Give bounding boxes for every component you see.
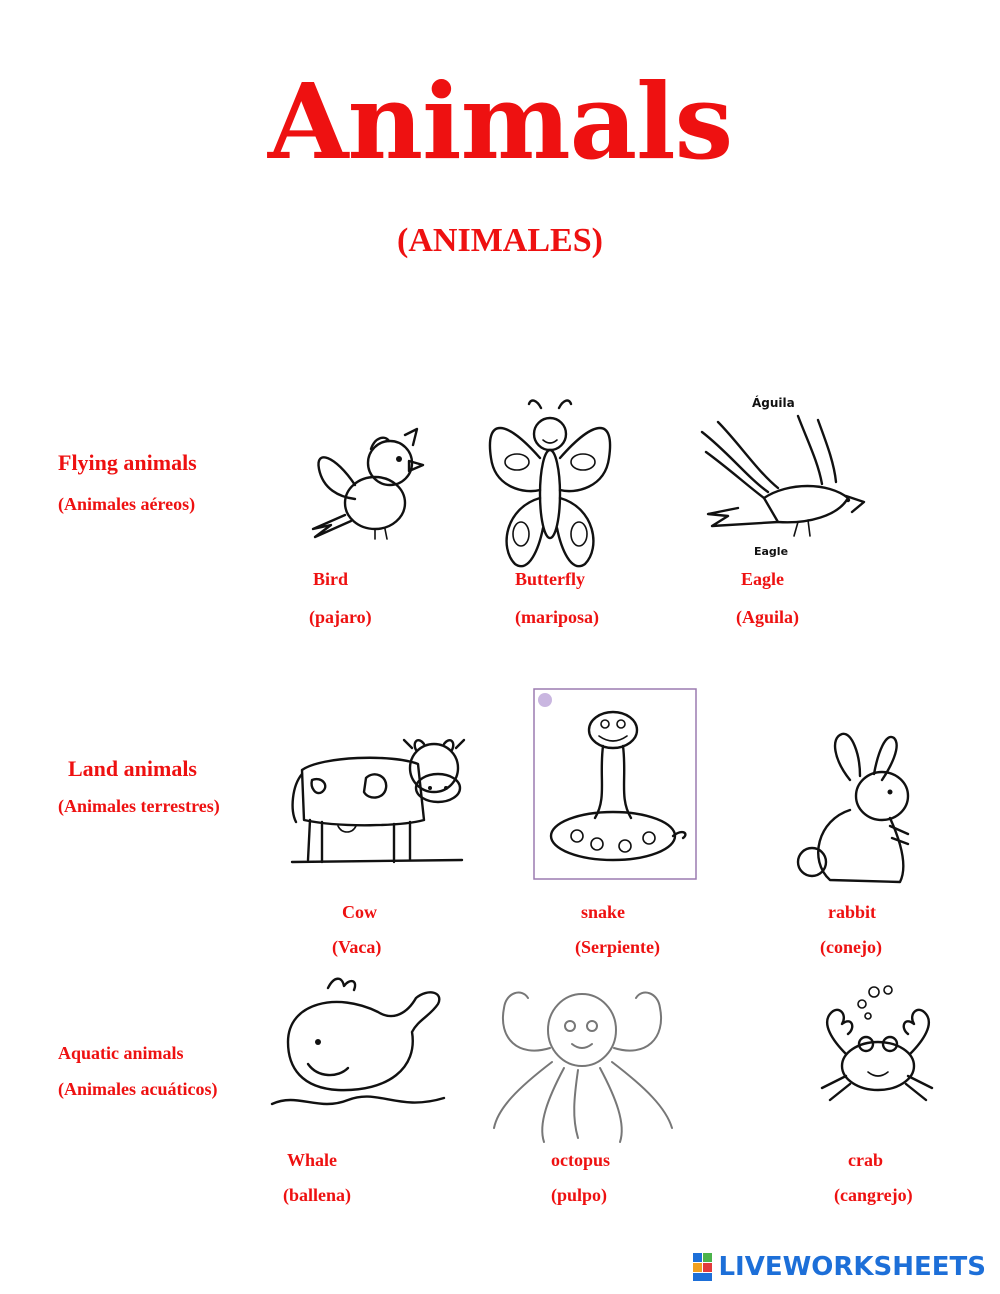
animal-translation-cow: (Vaca) — [332, 937, 382, 957]
animal-translation-eagle: (Aguila) — [736, 607, 799, 627]
snake-icon — [533, 688, 697, 880]
animal-name-butterfly: Butterfly — [515, 569, 585, 589]
animal-name-eagle: Eagle — [741, 569, 784, 589]
animal-name-whale: Whale — [287, 1150, 338, 1170]
animal-translation-rabbit: (conejo) — [820, 937, 882, 957]
animal-name-cow: Cow — [342, 902, 377, 922]
liveworksheets-wordmark: LIVEWORKSHEETS — [718, 1252, 986, 1282]
whale-icon — [268, 972, 448, 1122]
section-sublabel-land: (Animales terrestres) — [58, 796, 220, 816]
section-label-aquatic: Aquatic animals — [58, 1043, 184, 1063]
animal-name-rabbit: rabbit — [828, 902, 877, 922]
animal-translation-crab: (cangrejo) — [834, 1185, 913, 1205]
animal-name-bird: Bird — [313, 569, 349, 589]
section-label-land: Land animals — [68, 756, 197, 781]
section-sublabel-aquatic: (Animales acuáticos) — [58, 1079, 218, 1099]
page-title: Animals — [267, 60, 733, 183]
bird-icon — [305, 425, 425, 545]
animal-translation-snake: (Serpiente) — [575, 937, 660, 957]
eagle-icon — [698, 412, 868, 548]
animal-name-crab: crab — [848, 1150, 883, 1170]
cow-icon — [282, 730, 466, 870]
octopus-icon — [488, 978, 678, 1146]
butterfly-icon — [485, 398, 615, 570]
live-badge-icon — [692, 1252, 714, 1282]
section-sublabel-flying: (Animales aéreos) — [58, 494, 196, 514]
animal-translation-octopus: (pulpo) — [551, 1185, 608, 1205]
animal-translation-whale: (ballena) — [283, 1185, 352, 1205]
animal-translation-bird: (pajaro) — [309, 607, 372, 627]
liveworksheets-logo[interactable] — [692, 1252, 986, 1282]
animal-name-octopus: octopus — [551, 1150, 611, 1170]
section-label-flying: Flying animals — [58, 450, 197, 475]
page-subtitle: (ANIMALES) — [397, 222, 603, 259]
eagle-caption-bottom: Eagle — [754, 545, 789, 558]
rabbit-icon — [790, 730, 930, 890]
animal-translation-butterfly: (mariposa) — [515, 607, 599, 627]
animal-name-snake: snake — [581, 902, 626, 922]
eagle-caption-top: Águila — [752, 396, 795, 410]
crab-icon — [812, 984, 952, 1114]
